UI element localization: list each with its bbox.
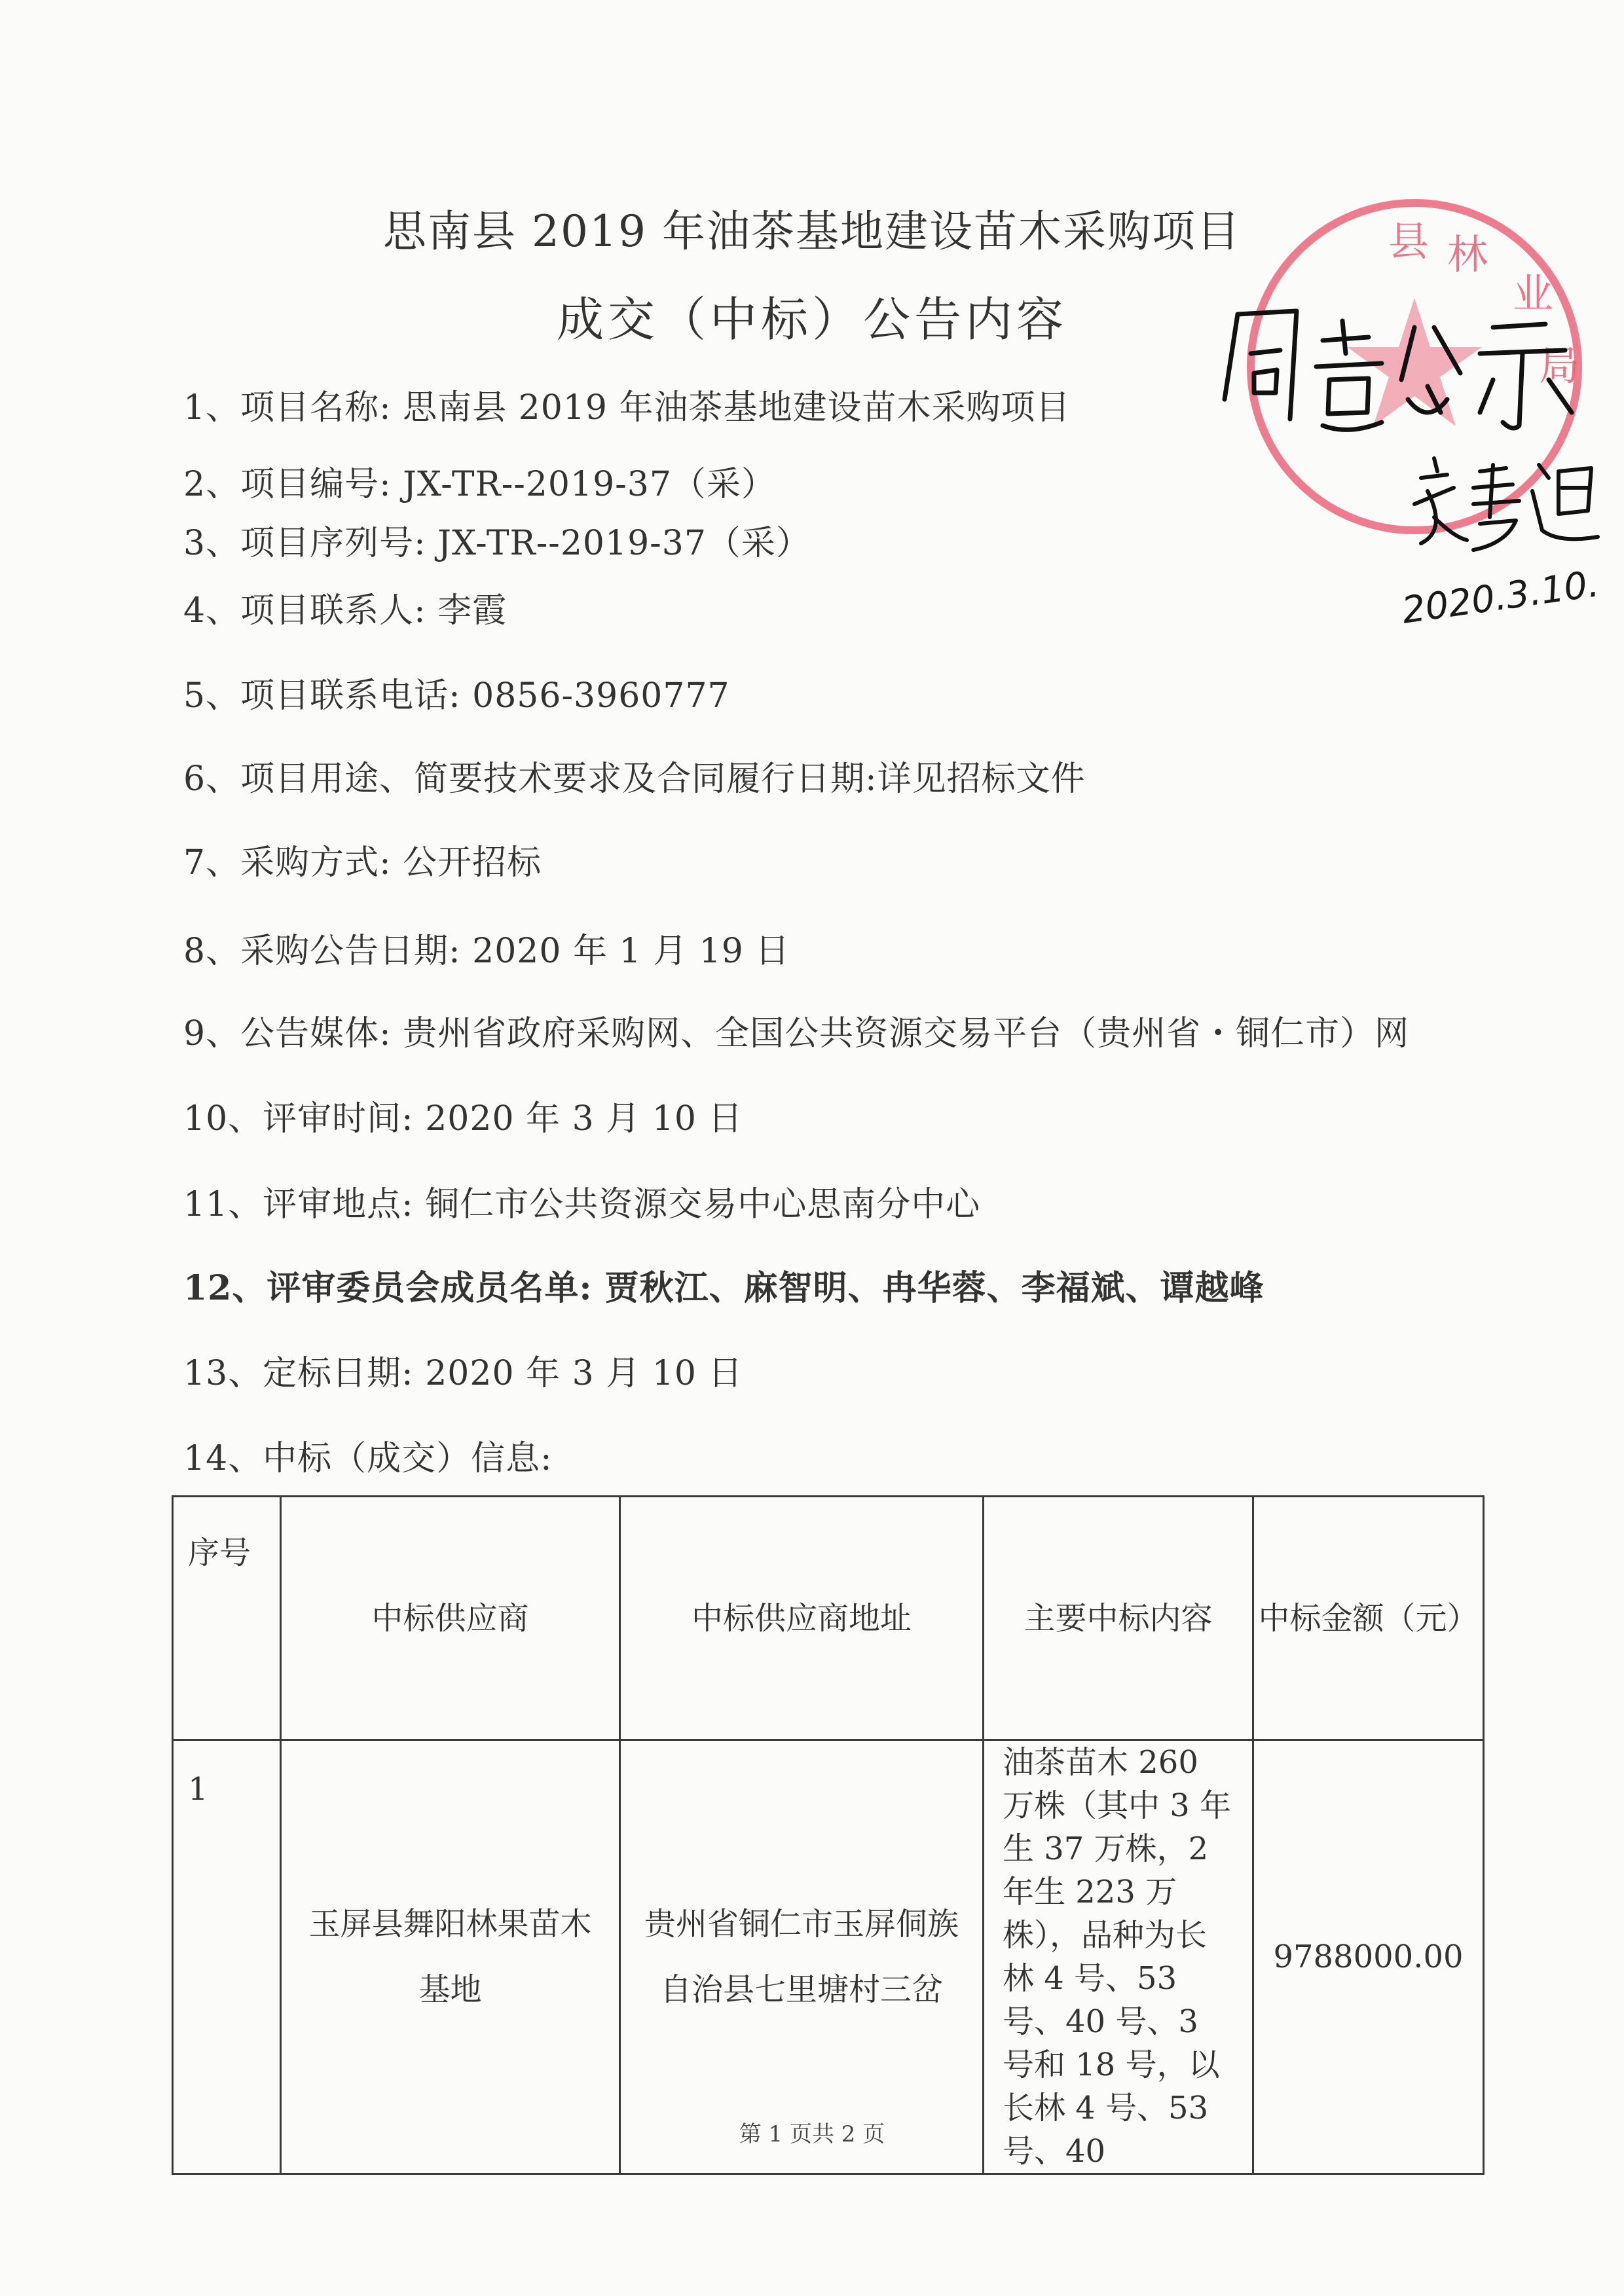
title-line-1: 思南县 2019 年油茶基地建设苗木采购项目 xyxy=(383,206,1241,257)
item-text: 项目序列号: JX-TR--2019-37（采） xyxy=(240,524,811,563)
item-number: 9、 xyxy=(183,1014,241,1053)
header-address: 中标供应商地址 xyxy=(620,1497,984,1740)
title-line-2: 成交（中标）公告内容 xyxy=(556,292,1067,347)
bid-result-table xyxy=(172,1495,1485,2175)
cell-address: 贵州省铜仁市玉屏侗族自治县七里塘村三岔 xyxy=(620,1740,984,2174)
list-item xyxy=(183,835,542,884)
item-number: 6、 xyxy=(183,759,241,799)
list-item xyxy=(183,515,811,564)
list-item xyxy=(183,1091,743,1140)
list-item xyxy=(183,456,776,505)
header-supplier: 中标供应商 xyxy=(281,1497,620,1740)
cell-seq: 1 xyxy=(173,1740,281,2174)
item-text: 公告媒体: 贵州省政府采购网、全国公共资源交易平台（贵州省・铜仁市）网 xyxy=(240,1014,1410,1053)
item-text: 项目名称: 思南县 2019 年油茶基地建设苗木采购项目 xyxy=(240,388,1071,428)
cell-amount: 9788000.00 xyxy=(1253,1740,1484,2174)
item-text: 项目用途、简要技术要求及合同履行日期:详见招标文件 xyxy=(240,759,1086,799)
item-text: 项目编号: JX-TR--2019-37（采） xyxy=(240,465,776,504)
list-item xyxy=(183,1260,1264,1309)
cell-content: 油茶苗木 260 万株（其中 3 年生 37 万株，2 年生 223 万株），品种为长林 4 号、53 号、40 号、3 号和 18 号，以长林 4 号、53 号、40 xyxy=(984,1740,1253,2174)
svg-text:林: 林 xyxy=(1447,230,1488,278)
list-item xyxy=(183,380,1071,429)
list-item xyxy=(183,1430,553,1480)
item-text: 项目联系电话: 0856-3960777 xyxy=(240,676,730,716)
page-footer: 第 1 页共 2 页 xyxy=(739,2121,885,2147)
svg-text:县: 县 xyxy=(1388,217,1430,265)
handwritten-signature xyxy=(1408,452,1604,556)
item-text: 评审地点: 铜仁市公共资源交易中心思南分中心 xyxy=(263,1185,981,1224)
item-number: 8、 xyxy=(183,932,241,971)
item-number: 7、 xyxy=(183,843,241,883)
svg-text:局: 局 xyxy=(1539,342,1580,390)
item-number: 3、 xyxy=(183,524,241,563)
cell-supplier: 玉屏县舞阳林果苗木基地 xyxy=(281,1740,620,2174)
list-item xyxy=(183,668,730,717)
list-item xyxy=(183,583,507,632)
header-amount: 中标金额（元） xyxy=(1253,1497,1484,1740)
item-number: 13、 xyxy=(183,1354,263,1393)
item-text: 评审时间: 2020 年 3 月 10 日 xyxy=(263,1099,743,1139)
item-number: 12、 xyxy=(183,1268,267,1308)
item-number: 5、 xyxy=(183,676,241,716)
list-item xyxy=(183,1176,980,1226)
item-number: 10、 xyxy=(183,1099,263,1139)
item-text: 定标日期: 2020 年 3 月 10 日 xyxy=(263,1354,743,1393)
header-seq: 序号 xyxy=(173,1497,281,1740)
item-text: 中标（成交）信息: xyxy=(263,1439,553,1478)
item-number: 1、 xyxy=(183,388,241,428)
item-number: 14、 xyxy=(183,1439,263,1478)
list-item xyxy=(183,923,790,972)
list-item xyxy=(183,1345,743,1394)
item-number: 11、 xyxy=(183,1185,263,1224)
handwritten-date: 2020.3.10. xyxy=(1399,562,1602,632)
item-text: 采购方式: 公开招标 xyxy=(240,843,542,883)
svg-text:业: 业 xyxy=(1513,270,1554,318)
header-content: 主要中标内容 xyxy=(984,1497,1253,1740)
handwritten-approval xyxy=(1218,301,1585,445)
table-row xyxy=(173,1740,1484,2174)
table-header-row xyxy=(173,1497,1484,1740)
list-item xyxy=(183,1006,1409,1055)
list-item xyxy=(183,751,1086,800)
item-text: 采购公告日期: 2020 年 1 月 19 日 xyxy=(240,932,790,971)
item-number: 4、 xyxy=(183,591,241,630)
item-number: 2、 xyxy=(183,465,241,504)
item-text: 评审委员会成员名单: 贾秋江、麻智明、冉华蓉、李福斌、谭越峰 xyxy=(267,1268,1264,1308)
item-text: 项目联系人: 李霞 xyxy=(240,591,507,630)
